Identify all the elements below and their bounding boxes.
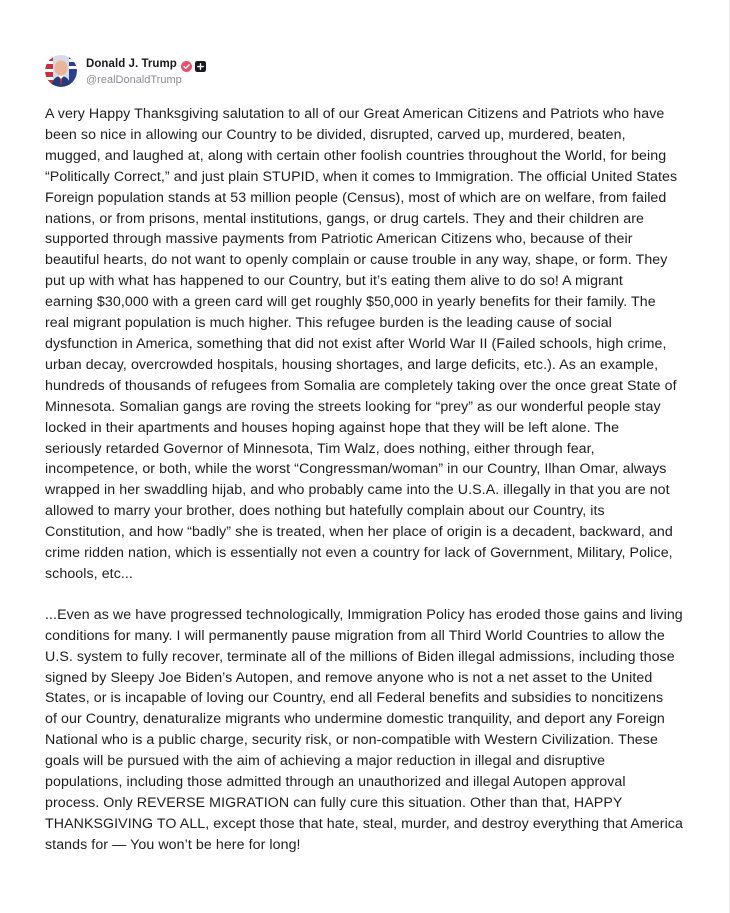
post-header bbox=[45, 53, 206, 89]
avatar-portrait-icon bbox=[45, 55, 77, 87]
plus-badge-icon bbox=[195, 59, 206, 70]
post-paragraph: A very Happy Thanksgiving salutation to all of our Great American Citizens and Patriots who have been so nice in allowing our Country to be divided, disrupted, carved up, murdered, beaten, mugged, and laughed at, along with certain other foolish countries throughout the World, for being “Politically Correct,” and just plain STUPID, when it comes to Immigration. The official United States Foreign population stands at 53 million people (Census), most of which are on welfare, from failed nations, or from prisons, mental institutions, gangs, or drug cartels. They and their children are supported through massive payments from Patriotic American Citizens who, because of their beautiful hearts, do not want to openly complain or cause trouble in any way, shape, or form. They put up with what has happened to our Country, but it’s eating them alive to do so! A migrant earning $30,000 with a green card will get roughly $50,000 in yearly benefits for their family. The real migrant population is much higher. This refugee burden is the leading cause of social dysfunction in America, something that did not exist after World War II (Failed schools, high crime, urban decay, overcrowded hospitals, housing shortages, and large deficits, etc.). As an example, hundreds of thousands of refugees from Somalia are completely taking over the once great State of Minnesota. Somalian gangs are roving the streets looking for “prey” as our wonderful people stay locked in their apartments and houses hoping against hope that they will be left alone. The seriously retarded Governor of Minnesota, Tim Walz, does nothing, either through fear, incompetence, or both, while the worst “Congressman/woman” in our Country, Ilhan Omar, always wrapped in her swaddling hijab, and who probably came into the U.S.A. illegally in that you are not allowed to marry your brother, does nothing but hatefully complain about our Country, its Constitution, and how “badly” she is treated, when her place of origin is a decadent, backward, and crime ridden nation, which is essentially not even a country for lack of Government, Military, Police, schools, etc... bbox=[45, 106, 678, 582]
post-paragraph: ...Even as we have progressed technologically, Immigration Policy has eroded those gains and living conditions for many. I will permanently pause migration from all Third World Countries to allow the U.S. system to fully recover, terminate all of the millions of Biden illegal admissions, including those signed by Sleepy Joe Biden’s Autopen, and remove anyone who is not a net asset to the United States, or is incapable of loving our Country, end all Federal benefits and subsidies to noncitizens of our Country, denaturalize migrants who undermine domestic tranquility, and deport any Foreign National who is a public charge, security risk, or non-compatible with Western Civilization. These goals will be pursued with the aim of achieving a major reduction in illegal and disruptive populations, including those admitted through an unauthorized and illegal Autopen approval process. Only REVERSE MIGRATION can fully cure this situation. Other than that, HAPPY THANKSGIVING TO ALL, except those that hate, steal, murder, and destroy everything that America stands for — You won’t be here for long! bbox=[45, 606, 683, 853]
verified-badge-icon bbox=[181, 59, 192, 70]
display-name[interactable]: Donald J. Trump bbox=[86, 58, 177, 70]
author-info bbox=[86, 56, 206, 86]
post-body bbox=[45, 104, 715, 856]
avatar[interactable] bbox=[45, 55, 77, 87]
author-handle[interactable]: @realDonaldTrump bbox=[86, 74, 182, 86]
name-row bbox=[86, 56, 206, 72]
